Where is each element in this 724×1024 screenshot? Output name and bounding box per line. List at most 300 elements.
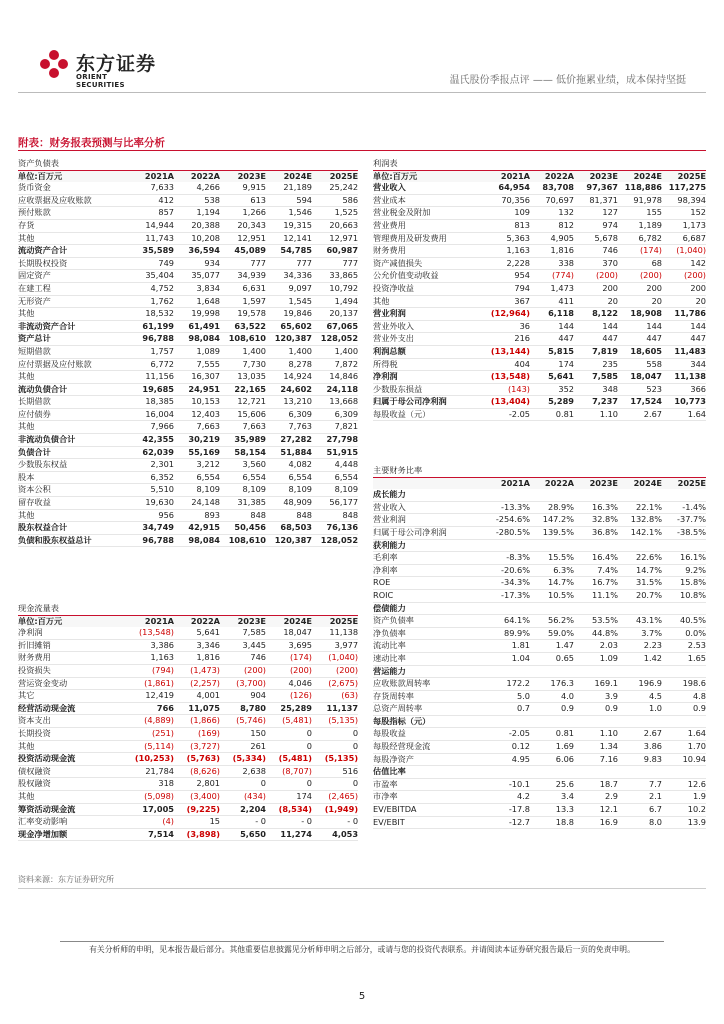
row-label: 资产减值损失 [373, 257, 486, 270]
cell-value: 4,266 [174, 182, 220, 194]
cell-value: 20 [662, 295, 706, 308]
cell-value: 12,141 [266, 232, 312, 245]
cell-value: 63,522 [220, 320, 266, 333]
column-header: 2021A [128, 170, 174, 182]
cell-value: 6.7 [618, 804, 662, 817]
cell-value: 1,194 [174, 207, 220, 220]
column-header: 2021A [486, 170, 530, 182]
table-row [18, 677, 358, 690]
cell-value: 27,282 [266, 434, 312, 447]
cell-value: 35,989 [220, 434, 266, 447]
cell-value: 538 [174, 194, 220, 207]
cell-value: 144 [618, 320, 662, 333]
table-row [373, 816, 706, 829]
column-header: 2021A [486, 477, 530, 489]
cell-value: 17,524 [618, 396, 662, 409]
row-label: 投资净收益 [373, 282, 486, 295]
cell-value: 98,084 [174, 534, 220, 547]
cell-value: 6,554 [312, 471, 358, 484]
table-row [373, 665, 706, 678]
cell-value: 25,242 [312, 182, 358, 194]
cell-value: 98,084 [174, 333, 220, 346]
cell-value: -280.5% [486, 526, 530, 539]
cell-value [618, 602, 662, 615]
row-label: 营业外支出 [373, 333, 486, 346]
table-row [18, 715, 358, 728]
cell-value: 4,752 [128, 282, 174, 295]
cell-value: 35,404 [128, 270, 174, 283]
cell-value: 8,780 [220, 702, 266, 715]
table-row [373, 690, 706, 703]
cell-value: 35,589 [128, 245, 174, 258]
cell-value: 794 [486, 282, 530, 295]
cell-value: 746 [574, 245, 618, 258]
cell-value: 19,846 [266, 308, 312, 321]
cell-value: (1,949) [312, 803, 358, 816]
cell-value: 7.4% [574, 564, 618, 577]
table-title-row [373, 465, 706, 477]
row-label: ROIC [373, 589, 486, 602]
table-row [373, 489, 706, 501]
cell-value: 120,387 [266, 534, 312, 547]
table-title: 利润表 [373, 158, 398, 168]
cell-value: 0 [312, 740, 358, 753]
cell-value: 44.8% [574, 627, 618, 640]
table-row [18, 358, 358, 371]
row-label: 成长能力 [373, 489, 486, 501]
cell-value: 76,136 [312, 522, 358, 535]
cell-value: 352 [530, 383, 574, 396]
cell-value [486, 539, 530, 552]
cell-value: 200 [618, 282, 662, 295]
cell-value: 1.04 [486, 652, 530, 665]
cell-value: 10,153 [174, 396, 220, 409]
cell-value: -1.4% [662, 501, 706, 514]
table-row [373, 245, 706, 258]
cell-value: 18,605 [618, 345, 662, 358]
report-title: 温氏股份季报点评 —— 低价拖累业绩，成本保持坚挺 [449, 75, 686, 86]
cell-value: -20.6% [486, 564, 530, 577]
table-row [18, 702, 358, 715]
cell-value: 53.5% [574, 615, 618, 628]
cell-value: 338 [530, 257, 574, 270]
cell-value: 15,606 [220, 408, 266, 421]
cell-value: 59.0% [530, 627, 574, 640]
cell-value: 18.8 [530, 816, 574, 829]
cell-value: 14,924 [266, 371, 312, 384]
row-label: 资产负债率 [373, 615, 486, 628]
cell-value: 20,137 [312, 308, 358, 321]
row-label: 现金净增加额 [18, 828, 128, 841]
cell-value: (2,465) [312, 790, 358, 803]
table-row [373, 703, 706, 716]
cell-value: (5,135) [312, 715, 358, 728]
row-label: 营业成本 [373, 194, 486, 207]
row-label: 每股指标（元） [373, 715, 486, 728]
cell-value: 6,118 [530, 308, 574, 321]
cell-value: 1.70 [662, 741, 706, 754]
table-row [373, 257, 706, 270]
table-row [373, 219, 706, 232]
row-label: 归属于母公司净利润 [373, 526, 486, 539]
cell-value: 3,977 [312, 639, 358, 652]
table-row [373, 207, 706, 220]
row-label: 资本公积 [18, 484, 128, 497]
table-title-row [18, 158, 358, 170]
cell-value: 20 [574, 295, 618, 308]
cell-value: 11,075 [174, 702, 220, 715]
table-row [18, 396, 358, 409]
cell-value: (1,861) [128, 677, 174, 690]
cell-value: 6,554 [174, 471, 220, 484]
table-row [373, 501, 706, 514]
cell-value: (12,964) [486, 308, 530, 321]
cell-value [530, 539, 574, 552]
cell-value: 13,210 [266, 396, 312, 409]
cell-value: 447 [618, 333, 662, 346]
cell-value: 318 [128, 778, 174, 791]
row-label: 预付账款 [18, 207, 128, 220]
row-label: 资本支出 [18, 715, 128, 728]
header-divider [18, 92, 706, 93]
cell-value: 3,560 [220, 459, 266, 472]
table-row [18, 790, 358, 803]
cell-value: 83,708 [530, 182, 574, 194]
cell-value: -17.3% [486, 589, 530, 602]
cell-value: 1.42 [618, 652, 662, 665]
cell-value: 10.8% [662, 589, 706, 602]
cell-value: 1.65 [662, 652, 706, 665]
cell-value: -12.7 [486, 816, 530, 829]
row-label: 其他 [18, 421, 128, 434]
column-header: 2023E [574, 477, 618, 489]
cell-value: 196.9 [618, 678, 662, 691]
cell-value: (13,548) [128, 627, 174, 639]
cell-value [662, 715, 706, 728]
row-label: 应付债券 [18, 408, 128, 421]
cell-value: 42,355 [128, 434, 174, 447]
cell-value: 857 [128, 207, 174, 220]
logo-mark-icon [36, 46, 72, 82]
cell-value: 97,367 [574, 182, 618, 194]
row-label: 营业利润 [373, 514, 486, 527]
row-label: 应付票据及应付账款 [18, 358, 128, 371]
cell-value: 954 [486, 270, 530, 283]
cell-value: (5,114) [128, 740, 174, 753]
cell-value [662, 602, 706, 615]
cell-value: 65,602 [266, 320, 312, 333]
cell-value: 13.3 [530, 804, 574, 817]
cell-value: 348 [574, 383, 618, 396]
cell-value: 7,663 [174, 421, 220, 434]
cell-value: (4) [128, 816, 174, 829]
cell-value: 10.2 [662, 804, 706, 817]
cell-value: (1,866) [174, 715, 220, 728]
cell-value: 3.9 [574, 690, 618, 703]
table-header-row [373, 170, 706, 182]
row-label: 总资产周转率 [373, 703, 486, 716]
cell-value: 61,491 [174, 320, 220, 333]
cell-value: (1,040) [662, 245, 706, 258]
cell-value: (774) [530, 270, 574, 283]
table-row [373, 564, 706, 577]
cell-value: 32.8% [574, 514, 618, 527]
cell-value: 1,266 [220, 207, 266, 220]
cell-value: (10,253) [128, 753, 174, 766]
cell-value: 5,641 [530, 371, 574, 384]
cell-value: 0.9 [662, 703, 706, 716]
row-label: 偿债能力 [373, 602, 486, 615]
cell-value: 4,082 [266, 459, 312, 472]
cell-value [574, 715, 618, 728]
cell-value: 20,388 [174, 219, 220, 232]
cell-value: 613 [220, 194, 266, 207]
cell-value: 7,821 [312, 421, 358, 434]
cell-value: 11.1% [574, 589, 618, 602]
cell-value: 1,163 [486, 245, 530, 258]
cell-value: 848 [220, 509, 266, 522]
cell-value: 2.23 [618, 640, 662, 653]
table-row [18, 295, 358, 308]
cell-value: 1,400 [266, 345, 312, 358]
cell-value: 96,788 [128, 333, 174, 346]
financial-ratio-table [373, 465, 706, 829]
cell-value: 4,001 [174, 690, 220, 703]
cell-value: 56,177 [312, 497, 358, 510]
row-label: 营业收入 [373, 501, 486, 514]
row-label: 净负债率 [373, 627, 486, 640]
cell-value: 1,648 [174, 295, 220, 308]
cell-value: 40.5% [662, 615, 706, 628]
cell-value: 447 [574, 333, 618, 346]
cell-value: (251) [128, 727, 174, 740]
column-header: 2024E [266, 170, 312, 182]
cell-value: (5,334) [220, 753, 266, 766]
cell-value: (4,889) [128, 715, 174, 728]
cell-value: 81,371 [574, 194, 618, 207]
cell-value: 7,819 [574, 345, 618, 358]
cell-value: 11,137 [312, 702, 358, 715]
cash-flow-table [18, 603, 358, 841]
cell-value [662, 539, 706, 552]
cell-value: 1.47 [530, 640, 574, 653]
cell-value: 144 [574, 320, 618, 333]
cell-value: 10.94 [662, 753, 706, 766]
row-label: 净利润 [373, 371, 486, 384]
cell-value: 2.67 [618, 728, 662, 741]
cell-value: 139.5% [530, 526, 574, 539]
cell-value: 13,668 [312, 396, 358, 409]
table-header-row [18, 170, 358, 182]
table-row [373, 408, 706, 421]
row-label: 股东权益合计 [18, 522, 128, 535]
cell-value: 7,763 [266, 421, 312, 434]
cell-value [618, 766, 662, 779]
cell-value: -38.5% [662, 526, 706, 539]
row-label: 所得税 [373, 358, 486, 371]
cell-value [618, 665, 662, 678]
cell-value: 2,638 [220, 765, 266, 778]
cell-value: 31,385 [220, 497, 266, 510]
cell-value: 3.86 [618, 741, 662, 754]
cell-value: 12.1 [574, 804, 618, 817]
table-row [373, 778, 706, 791]
cell-value: 45,089 [220, 245, 266, 258]
row-label: 营业收入 [373, 182, 486, 194]
cell-value: (8,707) [266, 765, 312, 778]
cell-value: 6,309 [266, 408, 312, 421]
table-row [373, 333, 706, 346]
table-row [18, 219, 358, 232]
cell-value: 20.7% [618, 589, 662, 602]
table-row [18, 727, 358, 740]
cell-value: 18,047 [618, 371, 662, 384]
row-label: 股权融资 [18, 778, 128, 791]
table-row [18, 497, 358, 510]
row-label: 负债和股东权益总计 [18, 534, 128, 547]
cell-value: 25.6 [530, 778, 574, 791]
table-row [18, 383, 358, 396]
cell-value: 1,473 [530, 282, 574, 295]
cell-value: 14,846 [312, 371, 358, 384]
row-label: 归属于母公司净利润 [373, 396, 486, 409]
row-label: 长期股权投资 [18, 257, 128, 270]
row-label: 营业利润 [373, 308, 486, 321]
cell-value: 28.9% [530, 501, 574, 514]
row-label: 折旧摊销 [18, 639, 128, 652]
cell-value: (8,534) [266, 803, 312, 816]
cell-value: 16.4% [574, 552, 618, 565]
table-row [18, 232, 358, 245]
cell-value: 11,274 [266, 828, 312, 841]
table-row [18, 740, 358, 753]
row-label: 投资损失 [18, 664, 128, 677]
row-label: 毛利率 [373, 552, 486, 565]
cell-value: 6,772 [128, 358, 174, 371]
cell-value: 235 [574, 358, 618, 371]
cell-value: 2.03 [574, 640, 618, 653]
row-label: 其它 [18, 690, 128, 703]
cell-value: 142 [662, 257, 706, 270]
cell-value: 200 [574, 282, 618, 295]
cell-value: 0.65 [530, 652, 574, 665]
cell-value: - 0 [220, 816, 266, 829]
cell-value: 24,602 [266, 383, 312, 396]
cell-value: 558 [618, 358, 662, 371]
cell-value: 1,546 [266, 207, 312, 220]
cell-value: 3,212 [174, 459, 220, 472]
row-label: 长期借款 [18, 396, 128, 409]
cell-value: 117,275 [662, 182, 706, 194]
cell-value: 15 [174, 816, 220, 829]
cell-value: (3,400) [174, 790, 220, 803]
cell-value [530, 602, 574, 615]
table-title-row [18, 603, 358, 615]
cell-value: 22.1% [618, 501, 662, 514]
cell-value: 50,456 [220, 522, 266, 535]
table-row [373, 615, 706, 628]
cell-value: 974 [574, 219, 618, 232]
table-row [18, 194, 358, 207]
cell-value: 169.1 [574, 678, 618, 691]
cell-value: (200) [618, 270, 662, 283]
cell-value: 5,815 [530, 345, 574, 358]
table-row [18, 421, 358, 434]
table-row [18, 270, 358, 283]
row-label: 非流动负债合计 [18, 434, 128, 447]
table-row [18, 627, 358, 639]
cell-value: - 0 [266, 816, 312, 829]
row-label: 市净率 [373, 791, 486, 804]
cell-value: 13.9 [662, 816, 706, 829]
cell-value: 68,503 [266, 522, 312, 535]
cell-value: 128,052 [312, 333, 358, 346]
cell-value: (3,727) [174, 740, 220, 753]
cell-value: 19,685 [128, 383, 174, 396]
table-row [18, 459, 358, 472]
cell-value [530, 489, 574, 501]
cell-value: (5,746) [220, 715, 266, 728]
cell-value: 6,782 [618, 232, 662, 245]
cell-value: 7,872 [312, 358, 358, 371]
row-label: 债权融资 [18, 765, 128, 778]
cell-value: 370 [574, 257, 618, 270]
cell-value: (200) [574, 270, 618, 283]
cell-value: 64.1% [486, 615, 530, 628]
cell-value [574, 539, 618, 552]
row-label: 长期投资 [18, 727, 128, 740]
row-label: 其他 [18, 790, 128, 803]
table-header-row [373, 477, 706, 489]
table-row [373, 753, 706, 766]
cell-value: 904 [220, 690, 266, 703]
cell-value: (200) [662, 270, 706, 283]
balance-sheet-table [18, 158, 358, 547]
table-row [18, 308, 358, 321]
cell-value: 62,039 [128, 446, 174, 459]
cell-value: 1.64 [662, 408, 706, 421]
cell-value: (794) [128, 664, 174, 677]
cell-value [530, 715, 574, 728]
table-row [373, 308, 706, 321]
row-label: 存货 [18, 219, 128, 232]
cell-value: 64,954 [486, 182, 530, 194]
logo-cn-text: 东方证券 [76, 53, 157, 75]
table-row [18, 509, 358, 522]
cell-value: 36,594 [174, 245, 220, 258]
row-label: 汇率变动影响 [18, 816, 128, 829]
table-row [373, 383, 706, 396]
table-title: 现金流量表 [18, 603, 59, 613]
cell-value: 8,122 [574, 308, 618, 321]
cell-value: (5,135) [312, 753, 358, 766]
table-row [373, 741, 706, 754]
table-row [18, 765, 358, 778]
cell-value: 0.0% [662, 627, 706, 640]
row-label: 股本 [18, 471, 128, 484]
cell-value: -2.05 [486, 728, 530, 741]
cell-value: 91,978 [618, 194, 662, 207]
cell-value: 447 [530, 333, 574, 346]
cell-value: 147.2% [530, 514, 574, 527]
cell-value: (200) [312, 664, 358, 677]
cell-value: 17,005 [128, 803, 174, 816]
row-label: 货币资金 [18, 182, 128, 194]
cell-value: 848 [266, 509, 312, 522]
cell-value: 5,510 [128, 484, 174, 497]
cell-value: 1.0 [618, 703, 662, 716]
column-header: 2022A [174, 615, 220, 627]
